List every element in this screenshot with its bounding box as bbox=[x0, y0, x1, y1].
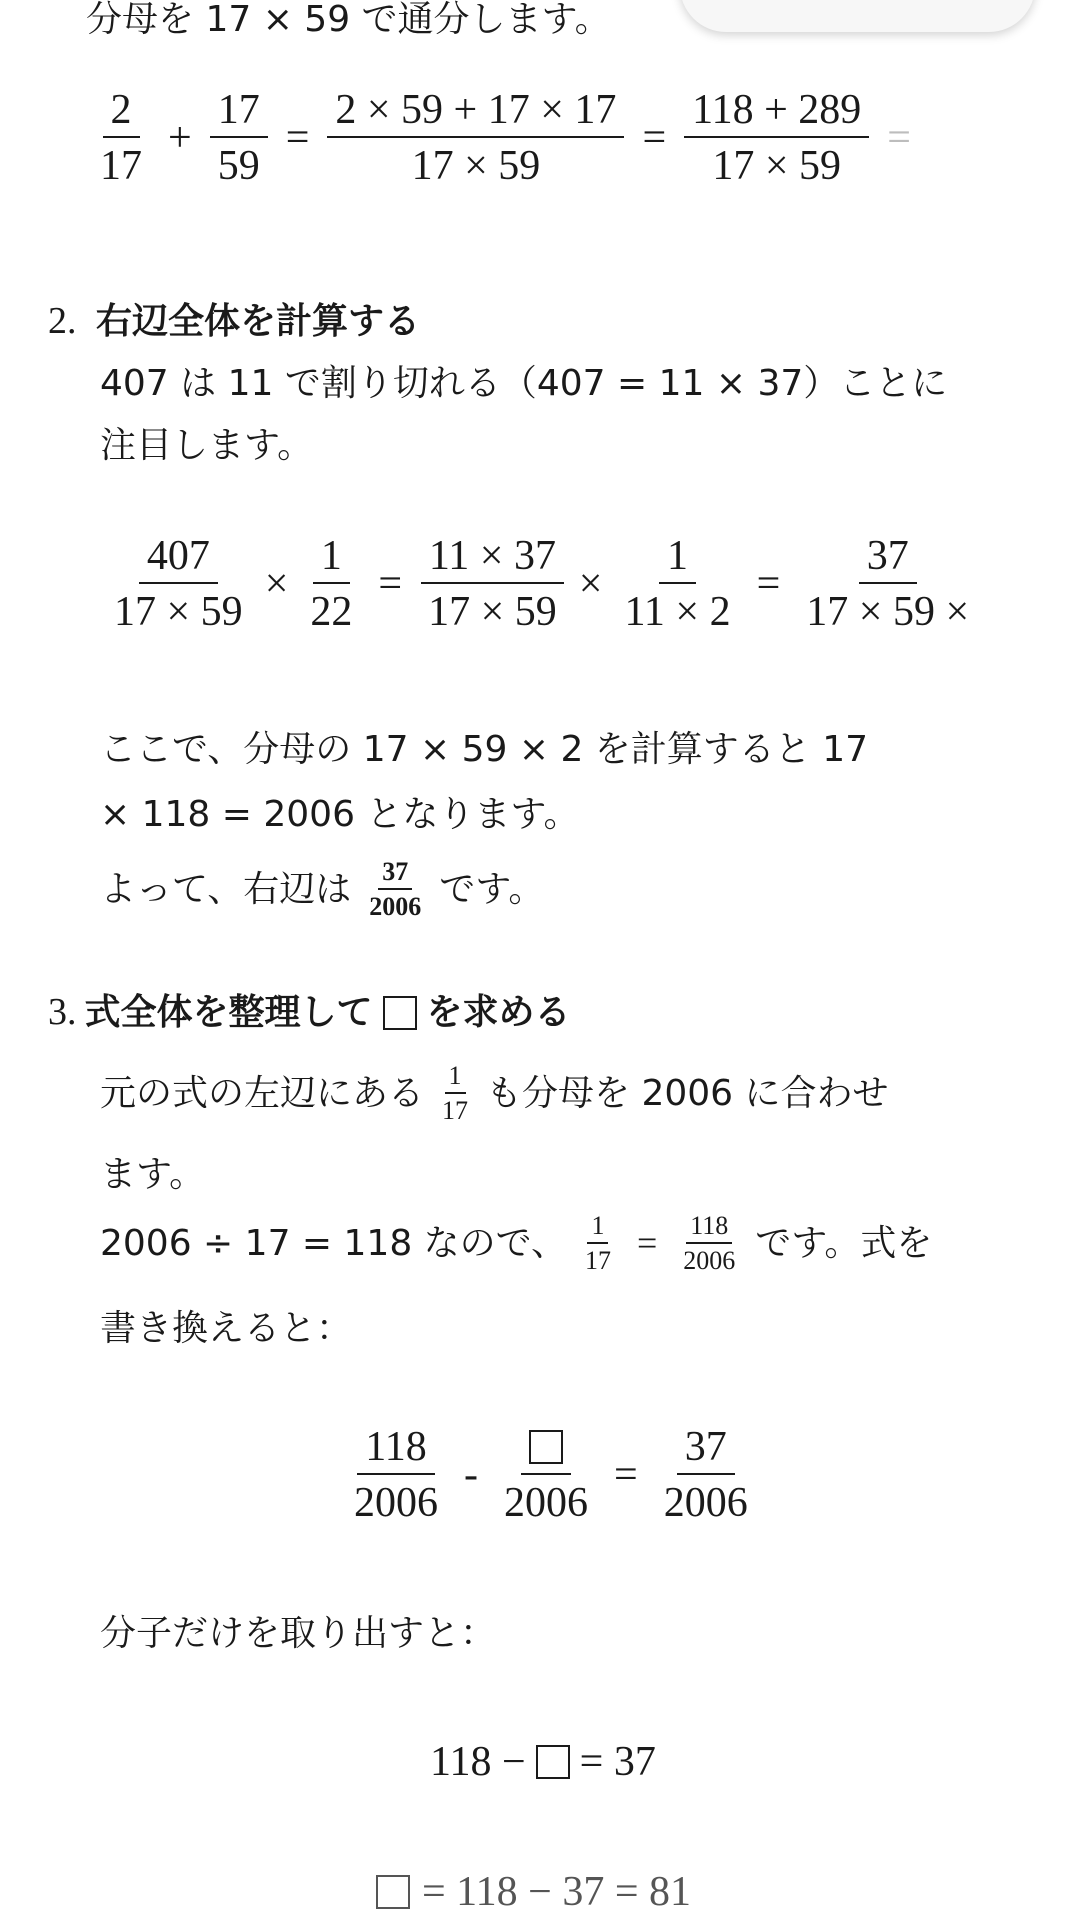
denominator: 17 × 59 bbox=[411, 143, 541, 190]
denominator: 59 bbox=[217, 143, 260, 190]
step2-text-line3: ここで、分母の 17 × 59 × 2 を計算すると 17 bbox=[100, 729, 869, 770]
times-sign: × bbox=[264, 561, 289, 608]
equation-numerators bbox=[430, 1738, 656, 1786]
numerator: 1 bbox=[445, 1062, 466, 1094]
blank-square-icon bbox=[536, 1745, 570, 1779]
numerator: 2 bbox=[103, 88, 140, 138]
step3-text-line4: 書き換えると： bbox=[100, 1308, 353, 1349]
step-title: 右辺全体を計算する bbox=[95, 301, 420, 342]
fraction-box-2006 bbox=[496, 1425, 596, 1525]
fraction-37-2006 bbox=[365, 858, 425, 921]
fraction-37-2006 bbox=[656, 1425, 756, 1525]
text-prefix: 2006 ÷ 17 = 118 なので、 bbox=[100, 1222, 567, 1264]
fraction-118-2006 bbox=[346, 1425, 446, 1525]
floating-action-pill[interactable] bbox=[680, 0, 1035, 32]
fraction-407 bbox=[106, 534, 251, 634]
text-prefix: よって、右辺は bbox=[100, 868, 352, 910]
intro-text: 分母を 17 × 59 で通分します。 bbox=[86, 0, 611, 40]
minus-sign: - bbox=[464, 1452, 478, 1499]
denominator: 17 bbox=[584, 1246, 611, 1276]
denominator: 11 × 2 bbox=[624, 589, 731, 636]
fraction-1-11x2 bbox=[616, 534, 738, 634]
equation-right-side-container bbox=[100, 534, 1040, 654]
equals-sign: = bbox=[756, 561, 781, 608]
numerator: 407 bbox=[139, 534, 218, 584]
denominator: 17 × 59 × bbox=[806, 589, 970, 636]
expression-result: = 118 − 37 = 81 bbox=[422, 1869, 692, 1915]
plus-sign: + bbox=[168, 115, 192, 162]
fraction-1-17 bbox=[581, 1212, 615, 1275]
text-suffix: も分母を 2006 に合わせ bbox=[486, 1072, 889, 1114]
blank-square-icon bbox=[529, 1430, 563, 1464]
text-suffix: です。式を bbox=[755, 1222, 933, 1264]
denominator: 2006 bbox=[354, 1480, 438, 1527]
numerator: 118 + 289 bbox=[684, 88, 869, 138]
denominator: 17 × 59 bbox=[428, 589, 557, 636]
expression-left: 118 − bbox=[430, 1739, 526, 1785]
equals-sign: = bbox=[636, 1222, 658, 1263]
numerator: 37 bbox=[378, 858, 412, 890]
equals-sign: = bbox=[614, 1452, 638, 1499]
expression-right: = 37 bbox=[579, 1739, 656, 1785]
step2-text-line1: 407 は 11 で割り切れる（407 = 11 × 37）ことに bbox=[100, 363, 948, 404]
step2-text-line5 bbox=[100, 858, 544, 921]
fraction-1-22 bbox=[302, 534, 360, 634]
fraction-2-17 bbox=[92, 88, 150, 188]
numerator: 1 bbox=[587, 1212, 608, 1244]
fraction-37-clipped bbox=[798, 534, 977, 634]
step3-text-line3 bbox=[100, 1212, 932, 1275]
denominator: 2006 bbox=[504, 1480, 588, 1527]
fraction-1-17 bbox=[438, 1062, 472, 1125]
text-prefix: 元の式の左辺にある bbox=[100, 1072, 425, 1114]
equation-rewritten bbox=[340, 1425, 762, 1525]
times-sign: × bbox=[578, 561, 603, 608]
equals-sign: = bbox=[642, 115, 667, 162]
fraction-sum bbox=[684, 88, 869, 188]
numerator: 37 bbox=[677, 1425, 735, 1475]
equation-common-denominator bbox=[86, 88, 923, 188]
numerator: 118 bbox=[686, 1212, 732, 1244]
step-number: 2. bbox=[48, 300, 77, 342]
numerator: 37 bbox=[859, 534, 917, 584]
step-number: 3. bbox=[48, 991, 77, 1033]
numerator: 118 bbox=[357, 1425, 434, 1475]
denominator: 2006 bbox=[663, 1480, 748, 1527]
step3-text-line1 bbox=[100, 1062, 889, 1125]
blank-square-icon bbox=[376, 1875, 410, 1909]
fraction-118-2006 bbox=[679, 1212, 739, 1275]
denominator: 17 bbox=[442, 1096, 469, 1126]
fraction-expanded bbox=[327, 88, 624, 188]
equation-answer bbox=[376, 1868, 691, 1916]
blank-square-icon bbox=[383, 996, 417, 1030]
equation-right-side bbox=[100, 534, 983, 634]
step2-text-line4: × 118 = 2006 となります。 bbox=[100, 794, 580, 835]
fraction-17-59 bbox=[210, 88, 268, 188]
equals-sign: = bbox=[378, 561, 403, 608]
step3-heading bbox=[48, 990, 571, 1036]
denominator: 22 bbox=[310, 589, 353, 636]
numerator: 11 × 37 bbox=[421, 534, 564, 584]
denominator: 17 bbox=[100, 143, 142, 190]
step2-heading bbox=[48, 299, 420, 345]
denominator: 2006 bbox=[683, 1246, 736, 1276]
denominator: 17 × 59 bbox=[114, 589, 243, 636]
numerator bbox=[521, 1425, 571, 1475]
scroll-fade-edge bbox=[980, 534, 1040, 654]
denominator: 2006 bbox=[369, 892, 422, 922]
fraction-11x37 bbox=[420, 534, 565, 634]
step2-text-line2: 注目します。 bbox=[100, 425, 314, 466]
step-title-part1: 式全体を整理して bbox=[84, 992, 373, 1034]
equals-sign: = bbox=[285, 115, 310, 162]
numerator: 1 bbox=[659, 534, 696, 584]
numerator: 2 × 59 + 17 × 17 bbox=[327, 88, 624, 138]
equals-sign-faded: = bbox=[887, 115, 911, 162]
step3-text-line2: ます。 bbox=[100, 1154, 206, 1195]
text-suffix: です。 bbox=[439, 868, 545, 910]
numerator: 17 bbox=[210, 88, 268, 138]
step-title-part2: を求める bbox=[426, 992, 571, 1034]
step3-text-line5: 分子だけを取り出すと： bbox=[100, 1613, 497, 1654]
numerator: 1 bbox=[313, 534, 350, 584]
denominator: 17 × 59 bbox=[712, 143, 842, 190]
